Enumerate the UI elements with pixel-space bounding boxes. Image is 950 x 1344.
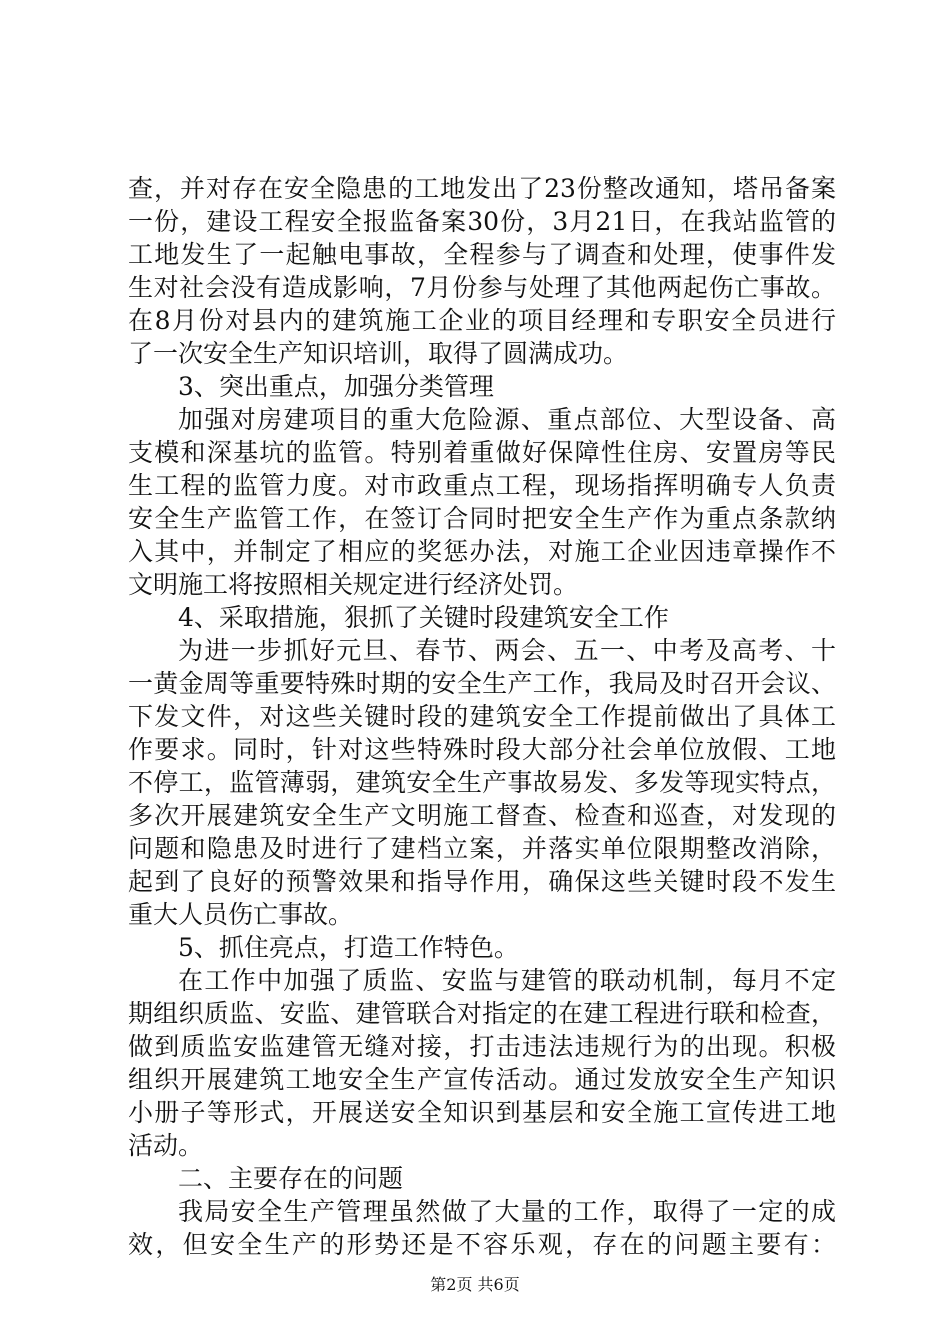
text-line: 起到了良好的预警效果和指导作用，确保这些关键时段不发生 [128, 867, 836, 896]
text-line: 生工程的监管力度。对市政重点工程，现场指挥明确专人负责 [128, 471, 836, 500]
text-line: 3、突出重点，加强分类管理 [178, 372, 494, 401]
text-line: 下发文件，对这些关键时段的建筑安全工作提前做出了具体工 [128, 702, 836, 731]
text-line: 安全生产监管工作，在签订合同时把安全生产作为重点条款纳 [128, 504, 836, 533]
text-line: 期组织质监、安监、建管联合对指定的在建工程进行联和检查， [128, 999, 836, 1028]
page-footer: 第2页 共6页 [430, 1275, 520, 1294]
text-line: 在8月份对县内的建筑施工企业的项目经理和专职安全员进行 [128, 306, 836, 335]
text-line: 在工作中加强了质监、安监与建管的联动机制，每月不定 [178, 966, 836, 995]
text-line: 查，并对存在安全隐患的工地发出了23份整改通知，塔吊备案 [128, 174, 836, 203]
text-line: 文明施工将按照相关规定进行经济处罚。 [128, 570, 579, 599]
text-line: 加强对房建项目的重大危险源、重点部位、大型设备、高 [178, 405, 836, 434]
text-line: 小册子等形式，开展送安全知识到基层和安全施工宣传进工地 [128, 1098, 836, 1127]
text-line: 一份，建设工程安全报监备案30份，3月21日，在我站监管的 [128, 207, 836, 236]
text-line: 一黄金周等重要特殊时期的安全生产工作，我局及时召开会议、 [128, 669, 836, 698]
text-line: 入其中，并制定了相应的奖惩办法，对施工企业因违章操作不 [128, 537, 836, 566]
document-body [128, 172, 836, 1261]
text-line: 重大人员伤亡事故。 [128, 900, 354, 929]
text-line: 我局安全生产管理虽然做了大量的工作，取得了一定的成 [178, 1197, 836, 1226]
text-line: 不停工，监管薄弱，建筑安全生产事故易发、多发等现实特点， [128, 768, 836, 797]
text-line: 支模和深基坑的监管。特别着重做好保障性住房、安置房等民 [128, 438, 836, 467]
text-line: 工地发生了一起触电事故，全程参与了调查和处理，使事件发 [128, 240, 836, 269]
text-line: 做到质监安监建管无缝对接，打击违法违规行为的出现。积极 [128, 1032, 836, 1061]
text-line: 了一次安全生产知识培训，取得了圆满成功。 [128, 339, 629, 368]
text-line: 5、抓住亮点，打造工作特色。 [178, 933, 519, 962]
text-line: 活动。 [128, 1131, 204, 1160]
text-line: 组织开展建筑工地安全生产宣传活动。通过发放安全生产知识 [128, 1065, 836, 1094]
text-line: 作要求。同时，针对这些特殊时段大部分社会单位放假、工地 [128, 735, 836, 764]
text-line: 二、主要存在的问题 [178, 1164, 404, 1193]
text-line: 4、采取措施，狠抓了关键时段建筑安全工作 [178, 603, 669, 632]
text-line: 效，但安全生产的形势还是不容乐观，存在的问题主要有： [128, 1230, 836, 1259]
text-line: 生对社会没有造成影响，7月份参与处理了其他两起伤亡事故。 [128, 273, 836, 302]
text-line: 多次开展建筑安全生产文明施工督查、检查和巡查，对发现的 [128, 801, 836, 830]
text-line: 为进一步抓好元旦、春节、两会、五一、中考及高考、十 [178, 636, 836, 665]
text-line: 问题和隐患及时进行了建档立案，并落实单位限期整改消除， [128, 834, 836, 863]
